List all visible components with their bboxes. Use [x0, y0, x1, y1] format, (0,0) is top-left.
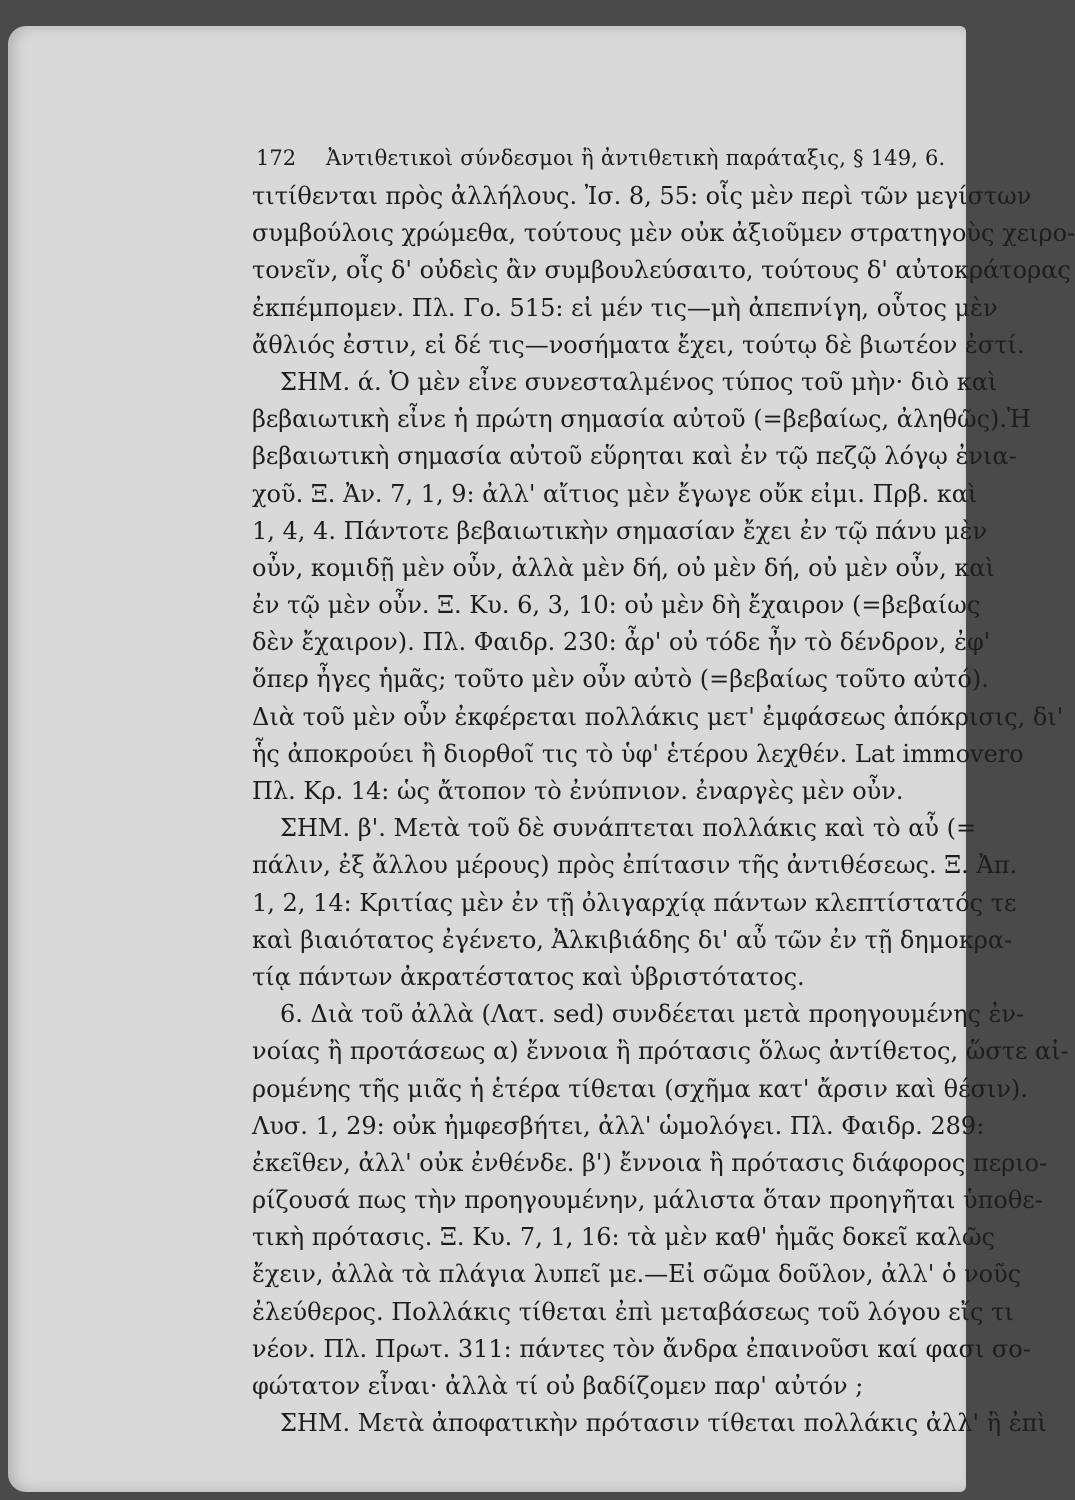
running-title: Ἀντιθετικοὶ σύνδεσμοι ἢ ἀντιθετικὴ παράταξις, § 149, 6.: [326, 146, 946, 170]
text-line: χοῦ. Ξ. Ἀν. 7, 1, 9: ἀλλ' αἴτιος μὲν ἔγωγε οὔκ εἰμι. Πρβ. καὶ: [252, 479, 978, 508]
text-line: πάλιν, ἐξ ἄλλου μέρους) πρὸς ἐπίτασιν τῆς ἀντιθέσεως. Ξ. Ἀπ.: [252, 851, 1018, 880]
text-line: τικὴ πρότασις. Ξ. Κυ. 7, 1, 16: τὰ μὲν καθ' ἡμᾶς δοκεῖ καλῶς: [252, 1223, 995, 1252]
text-line: Λυσ. 1, 29: οὐκ ἠμφεσβήτει, ἀλλ' ὡμολόγει. Πλ. Φαιδρ. 289:: [252, 1111, 985, 1140]
book-page: [8, 26, 1075, 1492]
text-line: ἧς ἀποκρούει ἢ διορθοῖ τις τὸ ὑφ' ἑτέρου λεχθέν. Lat immovero: [252, 739, 1024, 768]
text-line: Πλ. Κρ. 14: ὡς ἄτοπον τὸ ἐνύπνιον. ἐναργὲς μὲν οὖν.: [252, 777, 904, 805]
text-line: 1, 2, 14: Κριτίας μὲν ἐν τῇ ὀλιγαρχίᾳ πάντων κλεπτίστατός τε: [252, 888, 1017, 917]
text-line: τονεῖν, οἷς δ' οὐδεὶς ἂν συμβουλεύσαιτο, τούτους δ' αὐτοκράτορας: [252, 256, 1071, 285]
page-number: 172: [256, 146, 297, 170]
text-line: νοίας ἢ προτάσεως α) ἔννοια ἢ πρότασις ὅλως ἀντίθετος, ὥστε αἰ-: [252, 1037, 1069, 1066]
text-line: οὖν, κομιδῇ μὲν οὖν, ἀλλὰ μὲν δή, οὐ μὲν δή, οὐ μὲν οὖν, καὶ: [252, 553, 995, 582]
text-line: ἐν τῷ μὲν οὖν. Ξ. Κυ. 6, 3, 10: οὐ μὲν δὴ ἔχαιρον (=βεβαίως: [252, 591, 981, 620]
text-line: τιτίθενται πρὸς ἀλλήλους. Ἰσ. 8, 55: οἷς μὲν περὶ τῶν μεγίστων: [252, 182, 1032, 210]
text-line: καὶ βιαιότατος ἐγένετο, Ἀλκιβιάδης δι' αὖ τῶν ἐν τῇ δημοκρα-: [252, 925, 1013, 954]
text-line: βεβαιωτικὴ σημασία αὐτοῦ εὕρηται καὶ ἐν τῷ πεζῷ λόγῳ ἐνια-: [252, 442, 1017, 471]
page-text: [252, 138, 1075, 1442]
text-line: ΣΗΜ. ά. Ὁ μὲν εἶνε συνεσταλμένος τύπος τοῦ μὴν· διὸ καὶ: [280, 367, 998, 396]
page-header: [252, 138, 946, 178]
text-line: νέον. Πλ. Πρωτ. 311: πάντες τὸν ἄνδρα ἐπαινοῦσι καί φασι σο-: [252, 1334, 1031, 1363]
text-line: ἔχειν, ἀλλὰ τὰ πλάγια λυπεῖ με.—Εἰ σῶμα δοῦλον, ἀλλ' ὁ νοῦς: [252, 1260, 1022, 1289]
text-line: συμβούλοις χρώμεθα, τούτους μὲν οὐκ ἀξιοῦμεν στρατηγοὺς χειρο-: [252, 219, 1075, 248]
text-line: 1, 4, 4. Πάντοτε βεβαιωτικὴν σημασίαν ἔχει ἐν τῷ πάνυ μὲν: [252, 516, 988, 545]
text-line: Διὰ τοῦ μὲν οὖν ἐκφέρεται πολλάκις μετ' ἐμφάσεως ἀπόκρισις, δι': [252, 702, 1064, 731]
text-line: ΣΗΜ. β'. Μετὰ τοῦ δὲ συνάπτεται πολλάκις καὶ τὸ αὖ (=: [280, 814, 977, 843]
text-line: 6. Διὰ τοῦ ἀλλὰ (Λατ. sed) συνδέεται μετὰ προηγουμένης ἐν-: [280, 1000, 1025, 1029]
text-line: ρομένης τῆς μιᾶς ἡ ἑτέρα τίθεται (σχῆμα κατ' ἄρσιν καὶ θέσιν).: [252, 1074, 1028, 1103]
text-line: ἐλεύθερος. Πολλάκις τίθεται ἐπὶ μεταβάσεως τοῦ λόγου εἴς τι: [252, 1297, 1014, 1326]
text-line: ΣΗΜ. Μετὰ ἀποφατικὴν πρότασιν τίθεται πολλάκις ἀλλ' ἢ ἐπὶ: [280, 1409, 1047, 1438]
text-line: βεβαιωτικὴ εἶνε ἡ πρώτη σημασία αὐτοῦ (=βεβαίως, ἀληθῶς).Ἡ: [252, 405, 1031, 434]
text-line: δὲν ἔχαιρον). Πλ. Φαιδρ. 230: ἆρ' οὐ τόδε ἦν τὸ δένδρον, ἐφ': [252, 628, 991, 657]
text-line: ὅπερ ἦγες ἡμᾶς; τοῦτο μὲν οὖν αὐτὸ (=βεβαίως τοῦτο αὐτό).: [252, 665, 989, 694]
text-line: ρίζουσά πως τὴν προηγουμένην, μάλιστα ὅταν προηγῆται ὑποθε-: [252, 1186, 1043, 1215]
text-line: φώτατον εἶναι· ἀλλὰ τί οὐ βαδίζομεν παρ' αὐτόν ;: [252, 1372, 864, 1400]
text-line: ἄθλιός ἐστιν, εἰ δέ τις—νοσήματα ἔχει, τούτῳ δὲ βιωτέον ἐστί.: [252, 330, 1025, 359]
text-line: τίᾳ πάντων ἀκρατέστατος καὶ ὑβριστότατος.: [252, 962, 805, 991]
text-line: ἐκπέμπομεν. Πλ. Γο. 515: εἰ μέν τις—μὴ ἀπεπνίγη, οὗτος μὲν: [252, 293, 998, 322]
text-line: ἐκεῖθεν, ἀλλ' οὐκ ἐνθένδε. β') ἔννοια ἢ πρότασις διάφορος περιο-: [252, 1148, 1048, 1177]
